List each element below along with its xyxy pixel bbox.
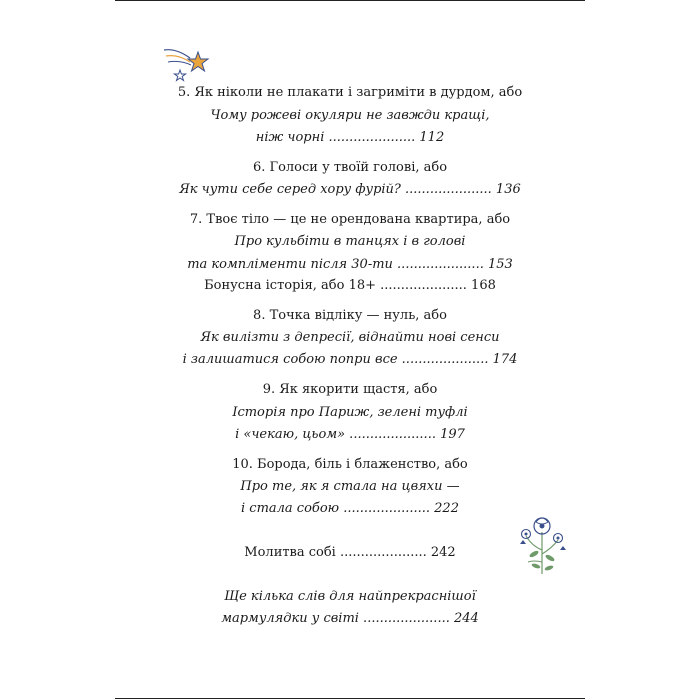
bottom-rule [115, 698, 585, 699]
toc-ch6-title: 6. Голоси у твоїй голові, або [252, 160, 448, 175]
toc-ch9-subtitle-2: і «чекаю, цьом» ..................... 197 [235, 427, 465, 442]
shooting-star-icon [160, 44, 210, 86]
toc-last-line-1: Ще кілька слів для найпрекраснішої [224, 589, 476, 604]
toc-ch7-subtitle-1: Про кульбіти в танцях і в голові [234, 234, 466, 249]
toc-ch9-title: 9. Як якорити щастя, або [262, 382, 438, 397]
toc-ch7-title: 7. Твоє тіло — це не орендована квартира, або [189, 212, 511, 227]
toc-ch7-subtitle-2: та компліменти після 30-ти ..................... 153 [187, 257, 513, 272]
toc-ch8-subtitle-2: і залишатися собою попри все ..................... 174 [182, 352, 518, 367]
toc-ch8-subtitle-1: Як вилізти з депресії, віднайти нові сенси [200, 330, 500, 345]
toc-ch10-subtitle-1: Про те, як я стала на цвяхи — [240, 479, 460, 494]
toc-ch7-bonus: Бонусна історія, або 18+ ..................... 168 [204, 278, 496, 293]
toc-ch9-subtitle-1: Історія про Париж, зелені туфлі [232, 405, 468, 420]
toc-ch5-subtitle-1: Чому рожеві окуляри не завжди кращі, [210, 108, 490, 123]
toc-ch10-subtitle-2: і стала собою ..................... 222 [241, 501, 459, 516]
toc-ch5-subtitle-2: ніж чорні ..................... 112 [255, 130, 445, 145]
toc-last-line-2: мармулядки у світі ..................... 244 [221, 611, 479, 626]
toc-ch8-title: 8. Точка відліку — нуль, або [253, 308, 447, 323]
flower-bouquet-icon [514, 510, 570, 576]
toc-prayer: Молитва собі ..................... 242 [244, 545, 456, 560]
toc-ch10-title: 10. Борода, біль і блаженство, або [232, 457, 468, 472]
toc-ch5-title: 5. Як ніколи не плакати і загриміти в дурдом, або [177, 85, 523, 100]
toc-ch6-subtitle-1: Як чути себе серед хору фурій? ..................... 136 [179, 182, 521, 197]
top-rule [115, 0, 585, 1]
